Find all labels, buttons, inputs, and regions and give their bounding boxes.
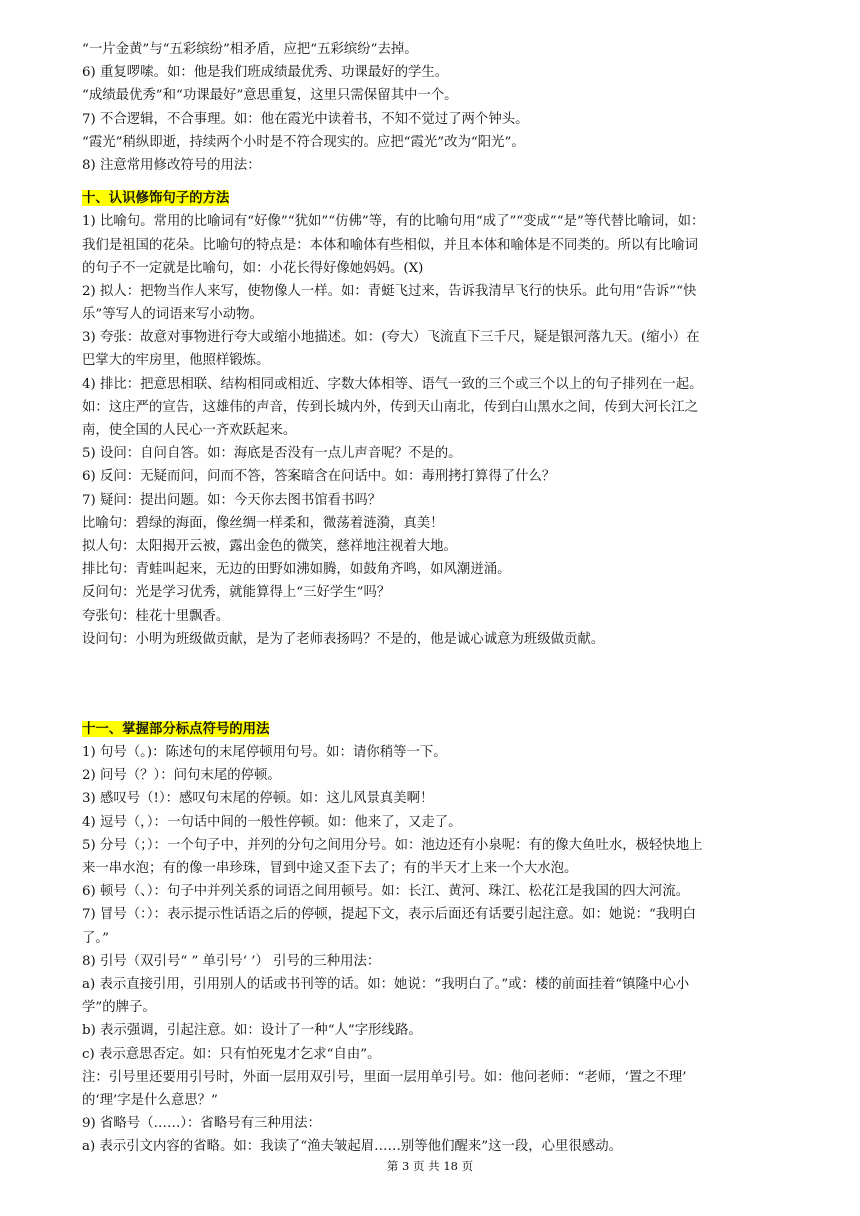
text-line: “一片金黄”与“五彩缤纷”相矛盾，应把“五彩缤纷”去掉。 bbox=[82, 42, 418, 57]
text-line: 7) 冒号（：）：表示提示性话语之后的停顿，提起下文，表示后面还有话要引起注意。如：她说：“我明白 bbox=[82, 907, 697, 923]
section-10-body bbox=[82, 210, 782, 651]
text-line: 6) 反问：无疑而问，问而不答，答案暗含在问话中。如：毒刑拷打算得了什么？ bbox=[82, 469, 556, 485]
text-line: 2) 拟人：把物当作人来写，使物像人一样。如：青蜓飞过来，告诉我清早飞行的快乐。此句用“告诉”“快 bbox=[82, 283, 697, 299]
text-line: 5) 分号（；）：一个句子中，并列的分句之间用分号。如：池边还有小泉呢：有的像大鱼吐水，极轻快地上 bbox=[82, 837, 703, 853]
text-line: 巴掌大的牢房里，他照样锻炼。 bbox=[82, 353, 270, 369]
text-line: 6) 顿号（、）：句子中并列关系的词语之间用顿号。如：长江、黄河、珠江、松花江是我国的四大河流。 bbox=[82, 884, 690, 900]
page-footer: 第 3 页 共 18 页 bbox=[386, 1159, 474, 1173]
text-line: 1) 句号（。)：陈述句的末尾停顿用句号。如：请你稍等一下。 bbox=[82, 745, 447, 761]
text-line: 2) 问号（？）：问句末尾的停顿。 bbox=[82, 768, 281, 784]
text-line: 7) 疑问：提出问题。如：今天你去图书馆看书吗？ bbox=[82, 492, 382, 508]
text-line: a) 表示引文内容的省略。如：我读了“渔夫皱起眉……别等他们醒来”这一段，心里很感动。 bbox=[82, 1139, 622, 1155]
document-page bbox=[82, 38, 782, 1158]
text-line: 9) 省略号（……）：省略号有三种用法： bbox=[82, 1116, 321, 1132]
text-line: 如：这庄严的宣告，这雄伟的声音，传到长城内外，传到天山南北，传到白山黑水之间，传到大河长江之 bbox=[82, 399, 698, 415]
text-line: 乐”等写人的词语来写小动物。 bbox=[82, 307, 263, 323]
text-line: 5) 设问：自问自答。如：海底是否没有一点儿声音呢？不是的。 bbox=[82, 446, 462, 462]
text-line: 拟人句：太阳揭开云被，露出金色的微笑，慈祥地注视着大地。 bbox=[82, 538, 457, 554]
text-line: a) 表示直接引用，引用别人的话或书刊等的话。如：她说：“我明白了。”或：楼的前面挂着“镇隆中心小 bbox=[82, 976, 690, 992]
section-a-body bbox=[82, 38, 782, 177]
text-line: 比喻句：碧绿的海面，像丝绸一样柔和，微荡着涟漪，真美！ bbox=[82, 515, 444, 531]
text-line: 反问句：光是学习优秀，就能算得上“三好学生”吗？ bbox=[82, 585, 391, 601]
text-line: c) 表示意思否定。如：只有怕死鬼才乞求“自由”。 bbox=[82, 1046, 381, 1062]
section-11-heading: 十一、掌握部分标点符号的用法 bbox=[82, 720, 270, 737]
text-line: 了。” bbox=[82, 930, 109, 946]
text-line: 的句子不一定就是比喻句，如：小花长得好像她妈妈。(X) bbox=[82, 260, 424, 276]
text-line: “成绩最优秀”和“功课最好”意思重复，这里只需保留其中一个。 bbox=[82, 88, 458, 104]
text-line: b) 表示强调，引起注意。如：设计了一种“人”字形线路。 bbox=[82, 1023, 422, 1039]
text-line: 设问句：小明为班级做贡献，是为了老师表扬吗？不是的，他是诚心诚意为班级做贡献。 bbox=[82, 631, 605, 647]
text-line: 8) 注意常用修改符号的用法： bbox=[82, 157, 261, 173]
text-line: 3) 感叹号（!）：感叹句末尾的停顿。如：这儿风景真美啊！ bbox=[82, 791, 434, 807]
text-line: 来一串水泡；有的像一串珍珠，冒到中途又歪下去了；有的半天才上来一个大水泡。 bbox=[82, 861, 578, 876]
text-line: 我们是祖国的花朵。比喻句的特点是：本体和喻体有些相似，并且本体和喻体是不同类的。所以有比喻词 bbox=[82, 237, 698, 253]
text-line: 6) 重复啰嗦。如：他是我们班成绩最优秀、功课最好的学生。 bbox=[82, 65, 449, 81]
text-line: 夸张句：桂花十里飘香。 bbox=[82, 608, 230, 624]
text-line: 8) 引号（双引号“ ” 单引号‘ ’） 引号的三种用法： bbox=[82, 953, 381, 969]
text-line: 排比句：青蛙叫起来，无边的田野如沸如腾，如鼓角齐鸣，如风潮迸涌。 bbox=[82, 562, 511, 578]
text-line: 学”的牌子。 bbox=[82, 1000, 156, 1016]
text-line: “霞光”稍纵即逝，持续两个小时是不符合现实的。应把“霞光”改为“阳光”。 bbox=[82, 134, 525, 150]
text-line: 注：引号里还要用引号时，外面一层用双引号，里面一层用单引号。如：他问老师：“老师，‘置之不理’ bbox=[82, 1069, 687, 1085]
section-11-body bbox=[82, 741, 782, 1158]
text-line: 4) 逗号（，）：一句话中间的一般性停顿。如：他来了，又走了。 bbox=[82, 814, 462, 830]
text-line: 4) 排比：把意思相联、结构相同或相近、字数大体相等、语气一致的三个或三个以上的句子排列在一起。 bbox=[82, 376, 703, 392]
text-line: 1) 比喻句。常用的比喻词有“好像”“犹如”“仿佛”等，有的比喻句用“成了”“变成”“是”等代替比喻词，如： bbox=[82, 214, 705, 230]
text-line: 的‘理’字是什么意思？” bbox=[82, 1092, 218, 1108]
text-line: 3) 夸张：故意对事物进行夸大或缩小地描述。如：(夸大）飞流直下三千尺，疑是银河落九天。(缩小）在 bbox=[82, 330, 700, 346]
section-10-heading: 十、认识修饰句子的方法 bbox=[82, 190, 230, 207]
text-line: 南，使全国的人民心一齐欢跃起来。 bbox=[82, 423, 297, 438]
text-line: 7) 不合逻辑，不合事理。如：他在霞光中读着书，不知不觉过了两个钟头。 bbox=[82, 111, 529, 127]
